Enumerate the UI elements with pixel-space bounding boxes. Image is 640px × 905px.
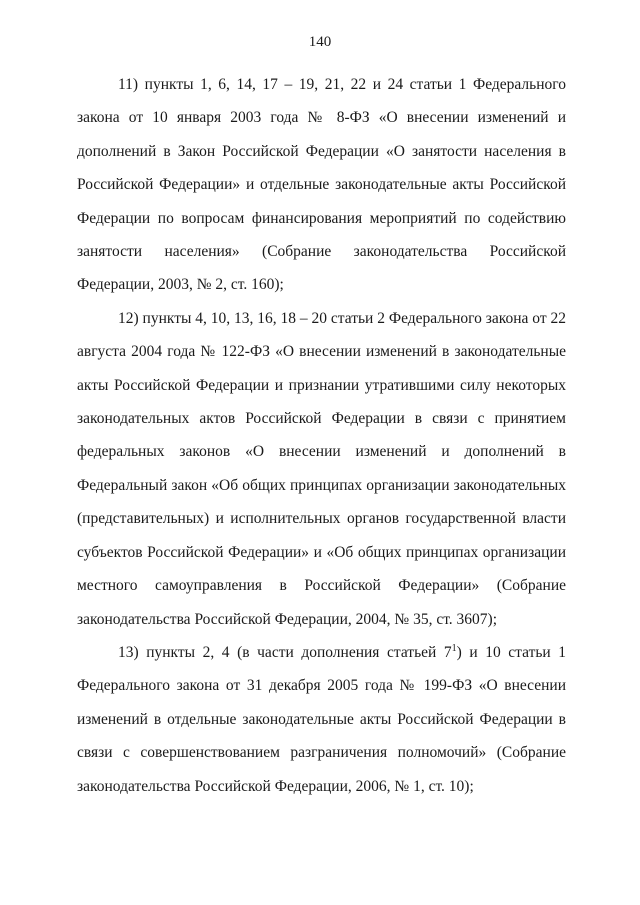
document-body — [77, 68, 566, 803]
paragraph-item-13-text-start: 13) пункты 2, 4 (в части дополнения статьей 7 — [118, 643, 452, 661]
superscript-index: 1 — [451, 642, 457, 654]
paragraph-item-13-text-end: ) и 10 статьи 1 Федерального закона от 31 декабря 2005 года № 199-ФЗ «О внесении изменений в отдельные законодательные акты Российской Федерации в связи с совершенствованием разграничения полномочий» (Собрание законодательства Российской Федерации, 2006, № 1, ст. 10); — [77, 643, 567, 795]
page-number: 140 — [308, 34, 332, 50]
paragraph-item-13 — [77, 636, 566, 803]
paragraph-item-12: 12) пункты 4, 10, 13, 16, 18 – 20 статьи 2 Федерального закона от 22 августа 2004 года № 122-ФЗ «О внесении изменений в законодательные акты Российской Федерации и признании утратившими силу некоторых законодательных актов Российской Федерации в связи с принятием федеральных законов «О внесении изменений и дополнений в Федеральный закон «Об общих принципах организации законодательных (представительных) и исполнительных органов государственной власти субъектов Российской Федерации» и «Об общих принципах организации местного самоуправления в Российской Федерации» (Собрание законодательства Российской Федерации, 2004, № 35, ст. 3607); — [77, 309, 566, 628]
paragraph-item-11: 11) пункты 1, 6, 14, 17 – 19, 21, 22 и 24 статьи 1 Федерального закона от 10 января 2003 года № 8-ФЗ «О внесении изменений и дополнений в Закон Российской Федерации «О занятости населения в Российской Федерации» и отдельные законодательные акты Российской Федерации по вопросам финансирования мероприятий по содействию занятости населения» (Собрание законодательства Российской Федерации, 2003, № 2, ст. 160); — [77, 76, 566, 294]
